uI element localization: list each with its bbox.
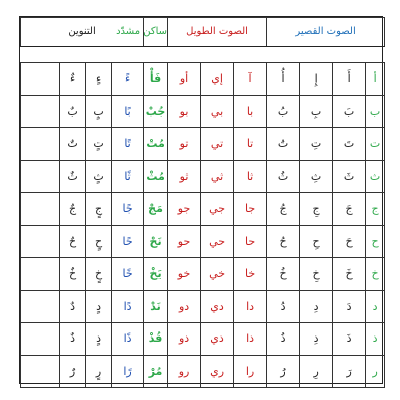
long-vowel-ya: بي	[201, 95, 234, 128]
short-vowel-fatha: دَ	[333, 290, 366, 323]
sukun-cell: مُرْ	[144, 355, 168, 388]
short-vowel-kasra: إِ	[300, 63, 333, 96]
tanwin-kasr: خٍ	[86, 258, 112, 291]
short-vowel-kasra: رِ	[300, 355, 333, 388]
tanwin-kasr: ءٍ	[86, 63, 112, 96]
tanwin-damm: ثٌ	[60, 160, 86, 193]
blank-cell	[21, 160, 60, 193]
short-vowel-fatha: خَ	[333, 258, 366, 291]
long-vowel-waw: ذو	[168, 323, 201, 356]
long-vowel-waw: تو	[168, 128, 201, 161]
blank-cell	[21, 95, 60, 128]
long-vowel-ya: ذي	[201, 323, 234, 356]
tanwin-fath: ءً	[112, 63, 144, 96]
letter-cell: ذ	[366, 323, 385, 356]
letter-cell: ح	[366, 225, 385, 258]
long-vowel-alif: جا	[234, 193, 267, 226]
tanwin-kasr: رٍ	[86, 355, 112, 388]
sukun-cell: مَجْ	[144, 193, 168, 226]
short-vowel-damma: جُ	[267, 193, 300, 226]
long-vowel-ya: إي	[201, 63, 234, 96]
blank-cell	[21, 193, 60, 226]
long-vowel-waw: أو	[168, 63, 201, 96]
long-vowel-ya: تي	[201, 128, 234, 161]
short-vowel-kasra: خِ	[300, 258, 333, 291]
letter-row	[21, 355, 385, 388]
long-vowel-alif: آ	[234, 63, 267, 96]
tanwin-damm: جٌ	[60, 193, 86, 226]
sukun-cell: يَخْ	[144, 258, 168, 291]
tanwin-fath: حًا	[112, 225, 144, 258]
letter-cell: ج	[366, 193, 385, 226]
blank-cell	[21, 355, 60, 388]
tanwin-fath: جًا	[112, 193, 144, 226]
header-spacer	[21, 47, 385, 63]
vowel-table	[20, 17, 385, 388]
tanwin-damm: رٌ	[60, 355, 86, 388]
short-vowel-fatha: ذَ	[333, 323, 366, 356]
letter-cell: ت	[366, 128, 385, 161]
long-vowel-alif: با	[234, 95, 267, 128]
sukun-cell: قُذْ	[144, 323, 168, 356]
letter-row	[21, 95, 385, 128]
blank-cell	[21, 128, 60, 161]
letter-row	[21, 193, 385, 226]
short-vowel-fatha: جَ	[333, 193, 366, 226]
letter-cell: ث	[366, 160, 385, 193]
long-vowel-alif: ثا	[234, 160, 267, 193]
tanwin-fath: ذًا	[112, 323, 144, 356]
blank-cell	[21, 323, 60, 356]
long-vowel-alif: تا	[234, 128, 267, 161]
short-vowel-header: الصوت القصير	[267, 18, 385, 47]
short-vowel-damma: تُ	[267, 128, 300, 161]
short-vowel-damma: حُ	[267, 225, 300, 258]
tanwin-fath: تًا	[112, 128, 144, 161]
tanwin-damm: تٌ	[60, 128, 86, 161]
long-vowel-ya: جي	[201, 193, 234, 226]
long-vowel-alif: ذا	[234, 323, 267, 356]
sukun-cell: مُتْ	[144, 128, 168, 161]
sukun-cell: نَدْ	[144, 290, 168, 323]
tanwin-kasr: تٍ	[86, 128, 112, 161]
tanwin-fath: خًا	[112, 258, 144, 291]
short-vowel-damma: أُ	[267, 63, 300, 96]
short-vowel-fatha: حَ	[333, 225, 366, 258]
short-vowel-fatha: رَ	[333, 355, 366, 388]
tanwin-kasr: حٍ	[86, 225, 112, 258]
tanwin-kasr: ذٍ	[86, 323, 112, 356]
blank-cell	[21, 258, 60, 291]
short-vowel-kasra: جِ	[300, 193, 333, 226]
short-vowel-damma: خُ	[267, 258, 300, 291]
sukun-cell: مُثْ	[144, 160, 168, 193]
short-vowel-fatha: بَ	[333, 95, 366, 128]
header-row	[21, 18, 385, 47]
long-vowel-waw: رو	[168, 355, 201, 388]
tanwin-kasr: دٍ	[86, 290, 112, 323]
short-vowel-fatha: أَ	[333, 63, 366, 96]
long-vowel-alif: حا	[234, 225, 267, 258]
short-vowel-kasra: حِ	[300, 225, 333, 258]
short-vowel-kasra: ذِ	[300, 323, 333, 356]
letter-row	[21, 290, 385, 323]
long-vowel-waw: دو	[168, 290, 201, 323]
tanwin-fath: ثًا	[112, 160, 144, 193]
letter-cell: ر	[366, 355, 385, 388]
letter-row	[21, 160, 385, 193]
letter-cell: أ	[366, 63, 385, 96]
tanwin-kasr: ثٍ	[86, 160, 112, 193]
short-vowel-fatha: ثَ	[333, 160, 366, 193]
tanwin-damm: حٌ	[60, 225, 86, 258]
tanwin-header: التنوين	[21, 18, 144, 47]
long-vowel-alif: را	[234, 355, 267, 388]
short-vowel-damma: ثُ	[267, 160, 300, 193]
alphabet-chart	[19, 16, 383, 384]
letter-row	[21, 225, 385, 258]
blank-cell	[21, 63, 60, 96]
short-vowel-kasra: دِ	[300, 290, 333, 323]
letter-row	[21, 63, 385, 96]
sukun-cell: جُبْ	[144, 95, 168, 128]
long-vowel-waw: جو	[168, 193, 201, 226]
tanwin-damm: ذٌ	[60, 323, 86, 356]
tanwin-fath: دًا	[112, 290, 144, 323]
long-vowel-ya: حي	[201, 225, 234, 258]
short-vowel-damma: دُ	[267, 290, 300, 323]
short-vowel-damma: بُ	[267, 95, 300, 128]
letter-cell: ب	[366, 95, 385, 128]
blank-cell	[21, 290, 60, 323]
letter-row	[21, 128, 385, 161]
long-vowel-ya: ثي	[201, 160, 234, 193]
short-vowel-kasra: بِ	[300, 95, 333, 128]
letter-row	[21, 258, 385, 291]
short-vowel-damma: رُ	[267, 355, 300, 388]
sukun-cell: فَأْ	[144, 63, 168, 96]
long-vowel-ya: ري	[201, 355, 234, 388]
blank-cell	[21, 225, 60, 258]
tanwin-damm: خٌ	[60, 258, 86, 291]
long-vowel-ya: خي	[201, 258, 234, 291]
letter-cell: د	[366, 290, 385, 323]
long-vowel-waw: بو	[168, 95, 201, 128]
short-vowel-kasra: تِ	[300, 128, 333, 161]
long-vowel-ya: دي	[201, 290, 234, 323]
long-vowel-waw: حو	[168, 225, 201, 258]
tanwin-fath: بًا	[112, 95, 144, 128]
short-vowel-kasra: ثِ	[300, 160, 333, 193]
long-vowel-alif: دا	[234, 290, 267, 323]
short-vowel-damma: ذُ	[267, 323, 300, 356]
tanwin-damm: دٌ	[60, 290, 86, 323]
tanwin-kasr: جٍ	[86, 193, 112, 226]
tanwin-damm: ءٌ	[60, 63, 86, 96]
long-vowel-waw: خو	[168, 258, 201, 291]
letter-row	[21, 323, 385, 356]
sukun-header: ساكن مشدّد	[144, 18, 168, 47]
long-vowel-alif: خا	[234, 258, 267, 291]
tanwin-kasr: بٍ	[86, 95, 112, 128]
short-vowel-fatha: تَ	[333, 128, 366, 161]
tanwin-fath: رًا	[112, 355, 144, 388]
long-vowel-header: الصوت الطويل	[168, 18, 267, 47]
letter-cell: خ	[366, 258, 385, 291]
sukun-cell: نَحْ	[144, 225, 168, 258]
tanwin-damm: بٌ	[60, 95, 86, 128]
long-vowel-waw: ثو	[168, 160, 201, 193]
